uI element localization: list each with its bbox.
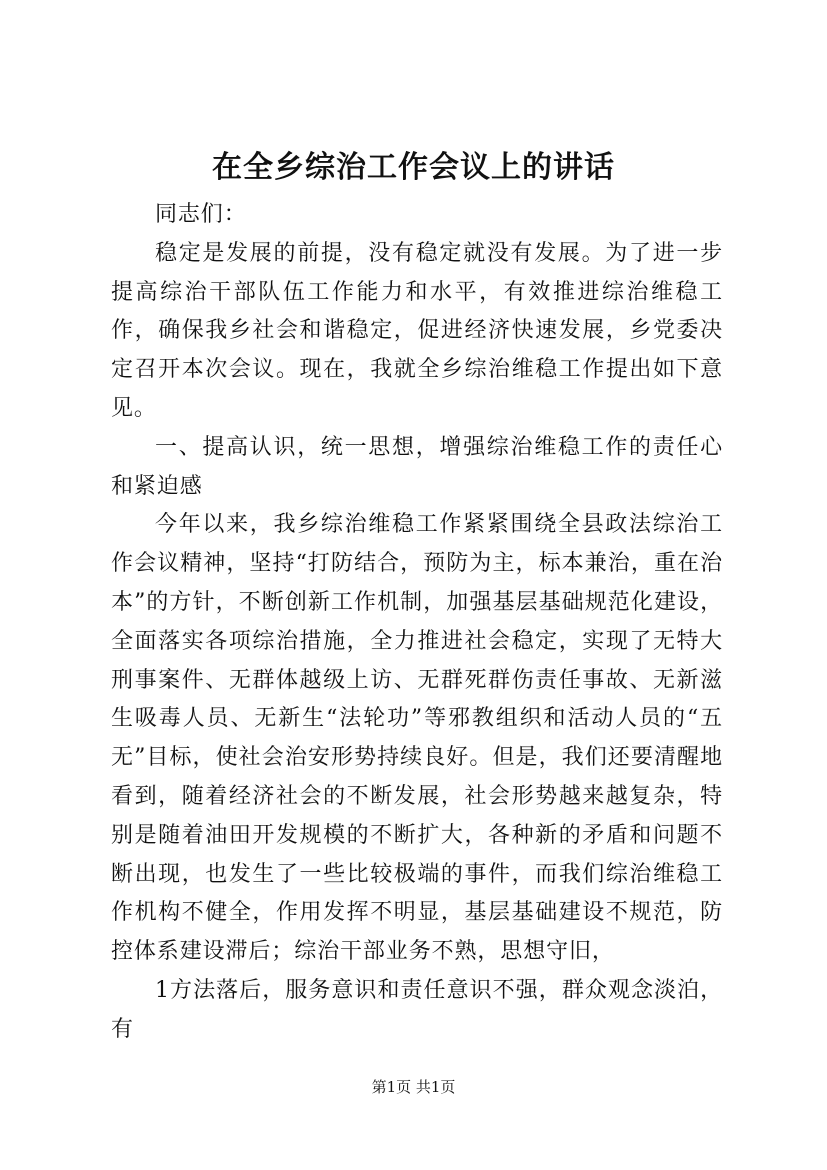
- document-title: 在全乡综治工作会议上的讲话: [212, 150, 615, 185]
- paragraph-situation: 今年以来，我乡综治维稳工作紧紧围绕全县政法综治工作会议精神，坚持“打防结合，预防为主，标本兼治，重在治本”的方针，不断创新工作机制，加强基层基础规范化建设，全面落实各项综治措施，全力推进社会稳定，实现了无特大刑事案件、无群体越级上访、无群死群伤责任事故、无新滋生吸毒人员、无新生“法轮功”等邪教组织和活动人员的“五无”目标，使社会治安形势持续良好。但是，我们还要清醒地看到，随着经济社会的不断发展，社会形势越来越复杂，特别是随着油田开发规模的不断扩大，各种新的矛盾和问题不断出现，也发生了一些比较极端的事件，而我们综治维稳工作机构不健全，作用发挥不明显，基层基础建设不规范，防控体系建设滞后；综治干部业务不熟，思想守旧，: [111, 512, 723, 965]
- greeting: 同志们：: [155, 202, 247, 227]
- section-heading: 一、提高认识，统一思想，增强综治维稳工作的责任心和紧迫感: [111, 434, 723, 499]
- document-body: [111, 196, 723, 1050]
- paragraph-continued: 1方法落后，服务意识和责任意识不强，群众观念淡泊，有: [111, 977, 723, 1042]
- page-footer: 第1页 共1页: [371, 1078, 456, 1096]
- paragraph-intro: 稳定是发展的前提，没有稳定就没有发展。为了进一步提高综治干部队伍工作能力和水平，有效推进综治维稳工作，确保我乡社会和谐稳定，促进经济快速发展，乡党委决定召开本次会议。现在，我就全乡综治维稳工作提出如下意见。: [111, 240, 723, 421]
